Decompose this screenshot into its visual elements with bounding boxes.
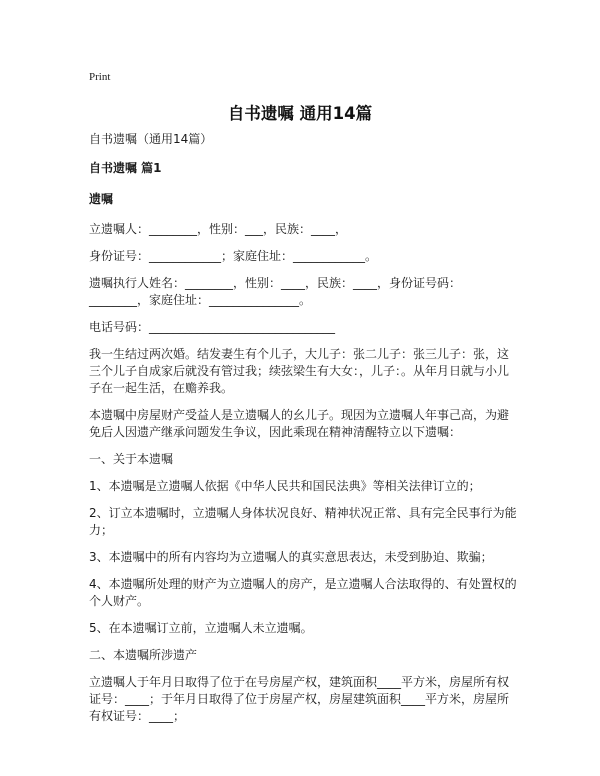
will-heading: 遗嘱 <box>89 192 114 206</box>
document-body <box>89 131 517 725</box>
id-address-line: 身份证号：____________；家庭住址：____________。 <box>89 249 378 263</box>
beneficiary-paragraph: 本遗嘱中房屋财产受益人是立遗嘱人的幺儿子。现因为立遗嘱人年事己高，为避免后人因遗产继承问题发生争议，因此乘现在精神清醒特立以下遗嘱： <box>89 408 510 439</box>
article-heading: 自书遗嘱 篇1 <box>89 161 162 175</box>
print-label: Print <box>89 71 111 83</box>
executor-line: 遗嘱执行人姓名：________，性别：____，民族：____，身份证号码：________，家庭住址：_______________。 <box>89 276 462 307</box>
section1-item: 3、本遗嘱中的所有内容均为立遗嘱人的真实意思表达，未受到胁迫、欺骗； <box>89 550 493 564</box>
section1-item: 2、订立本遗嘱时，立遗嘱人身体状况良好、精神状况正常、具有完全民事行为能力； <box>89 506 517 537</box>
section1-item: 5、在本遗嘱订立前，立遗嘱人未立遗嘱。 <box>89 621 313 635</box>
document-subtitle: 自书遗嘱（通用14篇） <box>89 132 213 146</box>
testator-line: 立遗嘱人：________，性别：___，民族：____， <box>89 222 348 236</box>
family-paragraph: 我一生结过两次婚。结发妻生有个儿子，大儿子：张二儿子：张三儿子：张，这三个儿子自成家后就没有管过我；续弦梁生有大女：，儿子：。从年月日就与小儿子在一起生活，在赡养我。 <box>89 347 510 395</box>
section-heading-2: 二、本遗嘱所涉遗产 <box>89 648 198 662</box>
section-heading-1: 一、关于本遗嘱 <box>89 452 174 466</box>
phone-line: 电话号码：_______________________________ <box>89 320 336 334</box>
property-paragraph: 立遗嘱人于年月日取得了位于在号房屋产权，建筑面积____平方米，房屋所有权证号：____；于年月日取得了位于房屋产权，房屋建筑面积____平方米，房屋所有权证号：____； <box>89 675 510 723</box>
page-title: 自书遗嘱 通用14篇 <box>227 104 373 123</box>
section1-item: 1、本遗嘱是立遗嘱人依据《中华人民共和国民法典》等相关法律订立的； <box>89 479 481 493</box>
section1-item: 4、本遗嘱所处理的财产为立遗嘱人的房产，是立遗嘱人合法取得的、有处置权的个人财产。 <box>89 577 517 608</box>
